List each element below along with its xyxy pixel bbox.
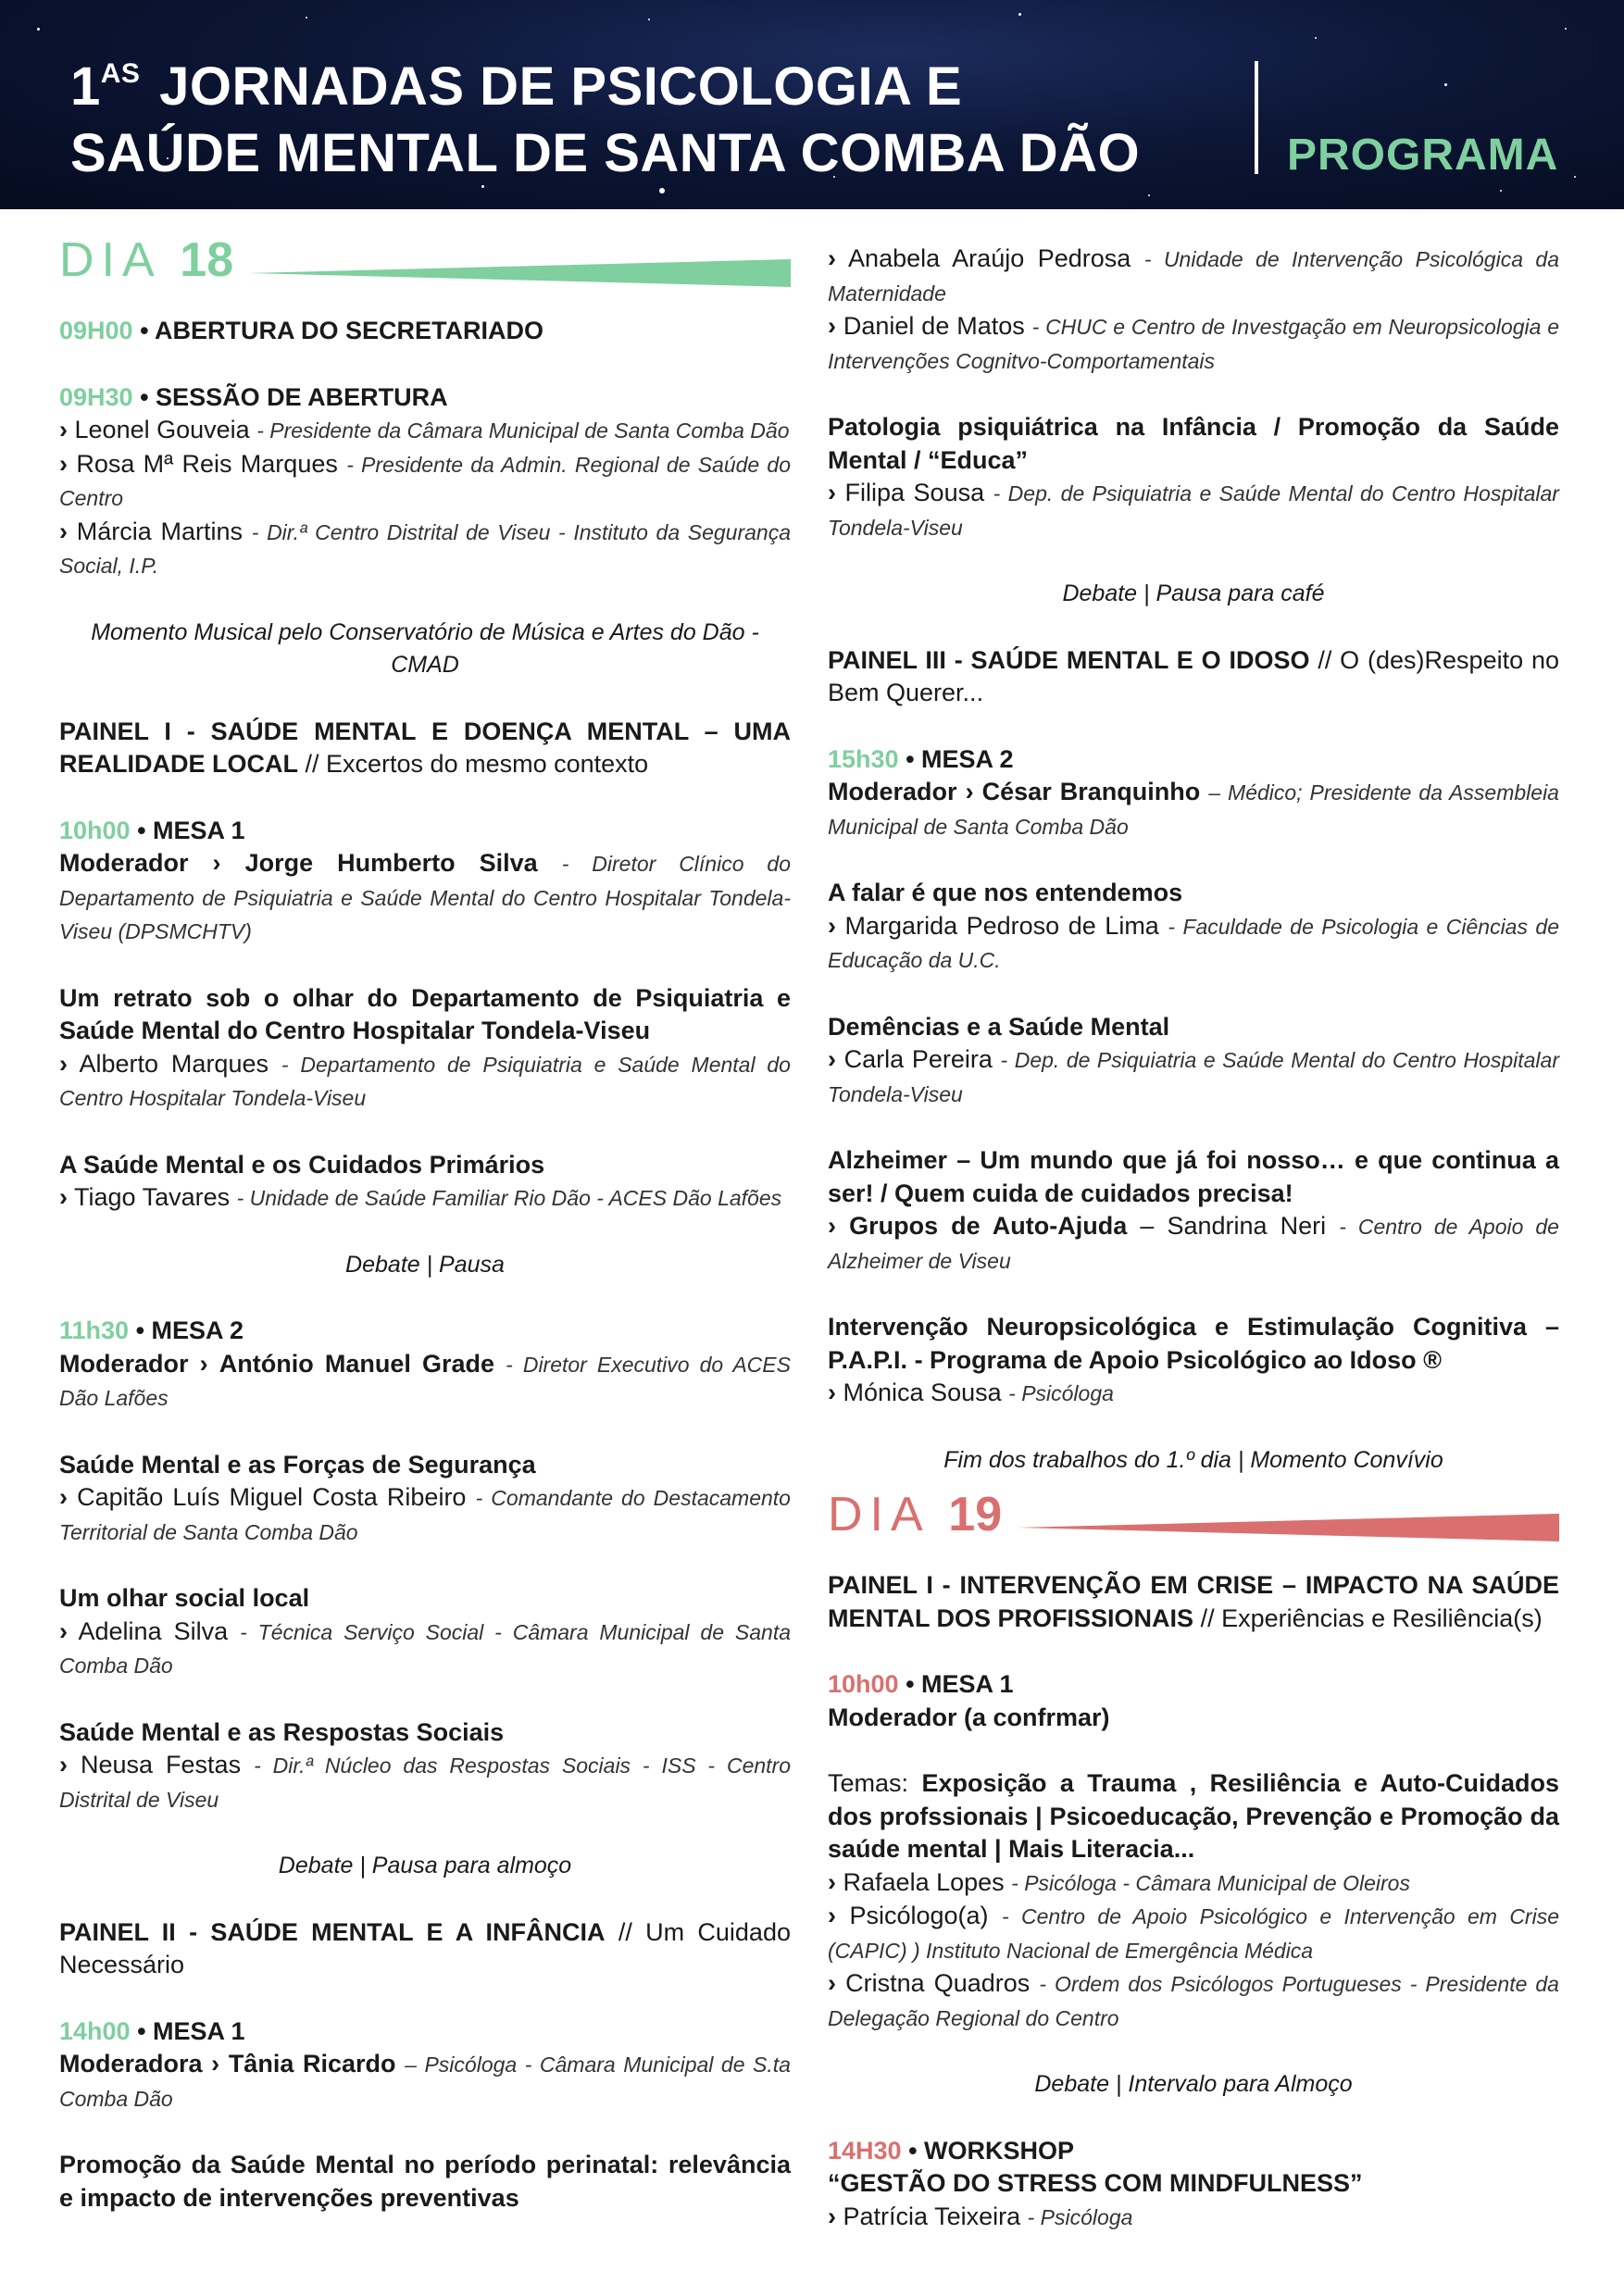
moderator-name: Tânia Ricardo xyxy=(228,2050,396,2078)
themes-block xyxy=(828,1767,1559,2035)
session-title: • MESA 2 xyxy=(135,1316,244,1344)
panel-title: PAINEL I - SAÚDE MENTAL E DOENÇA MENTAL – UMA REALIDADE LOCAL xyxy=(59,717,791,778)
panel-subtitle: // Experiências e Resiliência(s) xyxy=(1200,1603,1543,1632)
talk-item xyxy=(828,1144,1559,1278)
panel-2-heading xyxy=(59,1916,791,1982)
moderator-role: – Psicóloga - Câmara Municipal de S.ta Comba Dão xyxy=(59,2053,791,2111)
session-title: • SESSÃO DE ABERTURA xyxy=(140,382,448,411)
mesa-1-moderator xyxy=(59,815,791,949)
chevron-right-icon: › xyxy=(59,416,68,443)
moderator-name: António Manuel Grade xyxy=(219,1349,495,1378)
talk-item xyxy=(59,1582,791,1683)
talk-item xyxy=(59,1716,791,1817)
day-18-label xyxy=(59,233,234,287)
talk-item xyxy=(828,411,1559,544)
speaker-role: - Dep. de Psiquiatria e Saúde Mental do Centro Hospitalar Tondela-Viseu xyxy=(828,481,1559,540)
speaker-name: Alberto Marques xyxy=(79,1049,269,1078)
chevron-right-icon: › xyxy=(828,1379,836,1406)
speaker-role: - Psicóloga xyxy=(1027,2204,1133,2229)
session-title: • MESA 1 xyxy=(137,2016,245,2045)
speaker-name: Cristna Quadros xyxy=(845,1969,1031,1997)
moderator-label: Moderador xyxy=(828,778,957,805)
day-18-word: DIA xyxy=(59,233,159,287)
speaker-role: - Dir.ª Núcleo das Respostas Sociais - ISS - Centro Distrital de Viseu xyxy=(59,1753,791,1812)
break-note: Debate | Intervalo para Almoço xyxy=(1034,2071,1353,2097)
speaker-entry xyxy=(59,414,791,448)
moderator-role: - Diretor Executivo do ACES Dão Lafões xyxy=(59,1352,791,1410)
talk-item xyxy=(59,2149,791,2215)
end-of-day-note: Fim dos trabalhos do 1.º dia | Momento Convívio xyxy=(943,1446,1443,1473)
session-title: • MESA 1 xyxy=(137,816,245,844)
themes-text: Exposição a Trauma , Resiliência e Auto-Cuidados dos profssionais | Psicoeducação, Prevenção e Promoção da saúde mental | Mais Literacia... xyxy=(828,1769,1559,1863)
opening-registration xyxy=(59,315,791,348)
panel-subtitle: // Excertos do mesmo contexto xyxy=(305,750,649,778)
speaker-name: Patrícia Teixeira xyxy=(843,2202,1021,2230)
session-title: • MESA 1 xyxy=(906,1670,1014,1698)
chevron-right-icon: › xyxy=(965,778,974,805)
speaker-name: Margarida Pedroso de Lima xyxy=(844,911,1159,940)
day-18-wedge-bar xyxy=(249,259,791,287)
talk-title: Um retrato sob o olhar do Departamento de Psiquiatria e Saúde Mental do Centro Hospitalar Tondela-Viseu xyxy=(59,983,791,1044)
day-19-heading xyxy=(828,1486,1559,1569)
mesa-2-moderator xyxy=(59,1315,791,1416)
moderator-role: – Médico; Presidente da Assembleia Municipal de Santa Comba Dão xyxy=(828,780,1559,839)
speaker-role: - Unidade de Saúde Familiar Rio Dão - ACES Dão Lafões xyxy=(236,1186,782,1210)
talk-title: Demências e a Saúde Mental xyxy=(828,1012,1170,1041)
day-18-number: 18 xyxy=(180,233,234,287)
chevron-right-icon: › xyxy=(828,244,836,272)
page-title-line-2: SAÚDE MENTAL DE SANTA COMBA DÃO xyxy=(70,123,1141,183)
moderator-role: - Diretor Clínico do Departamento de Psiquiatria e Saúde Mental do Centro Hospitalar Tondela-Viseu (DPSMCHTV) xyxy=(59,852,791,943)
speaker-name: Anabela Araújo Pedrosa xyxy=(848,244,1131,272)
day-19-word: DIA xyxy=(828,1488,928,1541)
day-19-label xyxy=(828,1488,1003,1541)
talk-title: Patologia psiquiátrica na Infância / Promoção da Saúde Mental / “Educa” xyxy=(828,413,1559,474)
day-18-heading xyxy=(59,222,791,315)
chevron-right-icon: › xyxy=(828,911,836,940)
mesa-3-moderator xyxy=(59,2015,791,2116)
day-19-number: 19 xyxy=(948,1488,1003,1541)
day-19-wedge-bar xyxy=(1018,1514,1559,1541)
chevron-right-icon: › xyxy=(828,1212,836,1240)
chevron-right-icon: › xyxy=(59,1483,68,1511)
speaker-name: Mónica Sousa xyxy=(843,1379,1002,1406)
talk-title: A Saúde Mental e os Cuidados Primários xyxy=(59,1150,545,1179)
speaker-role: - Comandante do Destacamento Territorial de Santa Comba Dão xyxy=(59,1486,791,1544)
talk-speakers-continued xyxy=(828,243,1559,378)
speaker-name: Filipa Sousa xyxy=(844,479,985,506)
session-title: • ABERTURA DO SECRETARIADO xyxy=(140,317,544,344)
talk-item xyxy=(59,982,791,1116)
themes-label: Temas: xyxy=(828,1769,909,1797)
panel-subtitle: // O (des)Respeito no Bem Querer... xyxy=(828,645,1559,706)
panel-subtitle: // Um Cuidado Necessário xyxy=(59,1917,791,1978)
day-19-panel-1-heading xyxy=(828,1569,1559,1635)
title-number: 1 xyxy=(70,56,101,117)
speaker-entry xyxy=(59,516,791,583)
talk-title: A falar é que nos entendemos xyxy=(828,879,1183,906)
speaker-name: Tiago Tavares xyxy=(74,1183,231,1211)
talk-title: Alzheimer – Um mundo que já foi nosso… e que continua a ser! / Quem cuida de cuidados precisa! xyxy=(828,1146,1559,1207)
session-title: • MESA 2 xyxy=(906,744,1014,773)
panel-title: PAINEL III - SAÚDE MENTAL E O IDOSO xyxy=(828,645,1310,674)
moderator-name: Jorge Humberto Silva xyxy=(244,849,538,877)
chevron-right-icon: › xyxy=(199,1349,208,1378)
opening-session xyxy=(59,381,791,583)
chevron-right-icon: › xyxy=(59,1183,68,1211)
speaker-role: - Presidente da Câmara Municipal de Santa Comba Dão xyxy=(256,418,790,443)
panel-title: PAINEL I - INTERVENÇÃO EM CRISE – IMPACTO NA SAÚDE MENTAL DOS PROFISSIONAIS xyxy=(828,1571,1559,1632)
speaker-role: - CHUC e Centro de Investgação em Neuropsicologia e Intervenções Cognitvo-Comportamentais xyxy=(828,315,1559,373)
talk-title: Promoção da Saúde Mental no período perinatal: relevância e impacto de intervenções preventivas xyxy=(59,2151,791,2212)
talk-title: Saúde Mental e as Forças de Segurança xyxy=(59,1450,536,1479)
speaker-role: - Presidente da Admin. Regional de Saúde do Centro xyxy=(59,452,791,510)
talk-title: Intervenção Neuropsicológica e Estimulação Cognitiva – P.A.P.I. - Programa de Apoio Psicológico ao Idoso ® xyxy=(828,1313,1559,1374)
chevron-right-icon: › xyxy=(59,517,68,545)
speaker-name: Adelina Silva xyxy=(78,1616,229,1645)
speaker-role: - Dep. de Psiquiatria e Saúde Mental do Centro Hospitalar Tondela-Viseu xyxy=(828,1048,1559,1106)
header-divider xyxy=(1255,61,1258,174)
speaker-role: - Centro de Apoio Psicológico e Intervenção em Crise (CAPIC) ) Instituto Nacional de Emergência Médica xyxy=(828,1904,1559,1963)
chevron-right-icon: › xyxy=(828,479,836,506)
speaker-name: Márcia Martins xyxy=(76,517,244,545)
time-label: 09H00 xyxy=(59,317,133,344)
talk-item xyxy=(828,1011,1559,1112)
talk-title: Saúde Mental e as Respostas Sociais xyxy=(59,1717,505,1746)
chevron-right-icon: › xyxy=(59,1616,68,1645)
chevron-right-icon: › xyxy=(211,2050,220,2078)
speaker-role: - Unidade de Intervenção Psicológica da Maternidade xyxy=(828,247,1559,306)
left-column xyxy=(59,222,791,2248)
panel-3-heading xyxy=(828,644,1559,710)
time-label: 11h30 xyxy=(59,1316,130,1344)
speaker-role: - Psicóloga - Câmara Municipal de Oleiros xyxy=(1011,1870,1410,1895)
speaker-role: - Técnica Serviço Social - Câmara Municipal de Santa Comba Dão xyxy=(59,1619,791,1678)
speaker-name: Leonel Gouveia xyxy=(74,416,250,443)
speaker-name: Capitão Luís Miguel Costa Ribeiro xyxy=(77,1483,467,1511)
speaker-entry xyxy=(59,448,791,516)
speaker-name: Daniel de Matos xyxy=(843,312,1025,340)
time-label: 15h30 xyxy=(828,744,899,773)
day-19-mesa-1 xyxy=(828,1668,1559,1734)
session-title: • WORKSHOP xyxy=(908,2136,1075,2165)
speaker-role: - Centro de Apoio de Alzheimer de Viseu xyxy=(828,1215,1559,1273)
chevron-right-icon: › xyxy=(828,312,836,340)
chevron-right-icon: › xyxy=(828,2202,836,2230)
talk-item xyxy=(59,1149,791,1216)
moderator-label: Moderador xyxy=(59,849,189,877)
speaker-name: Rafaela Lopes xyxy=(843,1867,1005,1896)
panel-1-heading xyxy=(59,716,791,781)
talk-title: Um olhar social local xyxy=(59,1584,310,1612)
group-name: Grupos de Auto-Ajuda xyxy=(849,1212,1128,1240)
mesa-4-moderator xyxy=(828,743,1559,844)
time-label: 14H30 xyxy=(828,2136,902,2165)
speaker-name: Rosa Mª Reis Marques xyxy=(76,449,338,478)
moderator-line: Moderador (a confrmar) xyxy=(828,1703,1110,1731)
page-title-line-1 xyxy=(70,56,962,118)
title-line-1-text: JORNADAS DE PSICOLOGIA E xyxy=(159,56,963,117)
chevron-right-icon: › xyxy=(59,1751,68,1778)
chevron-right-icon: › xyxy=(828,1902,836,1929)
chevron-right-icon: › xyxy=(828,1045,836,1073)
speaker-role: - Dir.ª Centro Distrital de Viseu - Instituto da Segurança Social, I.P. xyxy=(59,519,791,578)
break-note: Debate | Pausa para almoço xyxy=(278,1853,572,1878)
speaker-role: - Psicóloga xyxy=(1008,1381,1114,1405)
speaker-name: Psicólogo(a) xyxy=(849,1902,989,1929)
break-note: Debate | Pausa para café xyxy=(1062,580,1325,606)
time-label: 10h00 xyxy=(828,1670,899,1698)
time-label: 10h00 xyxy=(59,816,131,844)
chevron-right-icon: › xyxy=(828,1867,836,1896)
speaker-role: - Ordem dos Psicólogos Portugueses - Presidente da Delegação Regional do Centro xyxy=(828,1972,1559,2030)
speaker-name: Neusa Festas xyxy=(81,1751,242,1778)
workshop-title: “GESTÃO DO STRESS COM MINDFULNESS” xyxy=(828,2169,1363,2197)
moderator-name: César Branquinho xyxy=(981,778,1201,805)
page-header xyxy=(0,0,1624,209)
talk-item xyxy=(828,1311,1559,1411)
talk-item xyxy=(828,877,1559,978)
chevron-right-icon: › xyxy=(212,849,221,877)
speaker-role: - Departamento de Psiquiatria e Saúde Mental do Centro Hospitalar Tondela-Viseu xyxy=(59,1052,791,1110)
moderator-label: Moderador xyxy=(59,1349,189,1378)
speaker-name: Carla Pereira xyxy=(843,1045,993,1073)
right-column xyxy=(828,243,1559,2267)
chevron-right-icon: › xyxy=(59,449,68,478)
workshop-block xyxy=(828,2135,1559,2235)
chevron-right-icon: › xyxy=(828,1969,836,1997)
speaker-role: - Faculdade de Psicologia e Ciências de Educação da U.C. xyxy=(828,914,1559,972)
musical-moment-note: Momento Musical pelo Conservatório de Música e Artes do Dão - CMAD xyxy=(91,618,759,678)
panel-title: PAINEL II - SAÚDE MENTAL E A INFÂNCIA xyxy=(59,1917,606,1946)
break-note: Debate | Pausa xyxy=(345,1251,505,1278)
title-superscript: AS xyxy=(100,58,141,89)
moderator-label: Moderadora xyxy=(59,2050,203,2078)
talk-item xyxy=(59,1449,791,1550)
time-label: 09H30 xyxy=(59,382,133,411)
time-label: 14h00 xyxy=(59,2016,131,2045)
speaker-name: – Sandrina Neri xyxy=(1140,1212,1327,1240)
chevron-right-icon: › xyxy=(59,1049,68,1078)
program-label: PROGRAMA xyxy=(1287,131,1559,180)
